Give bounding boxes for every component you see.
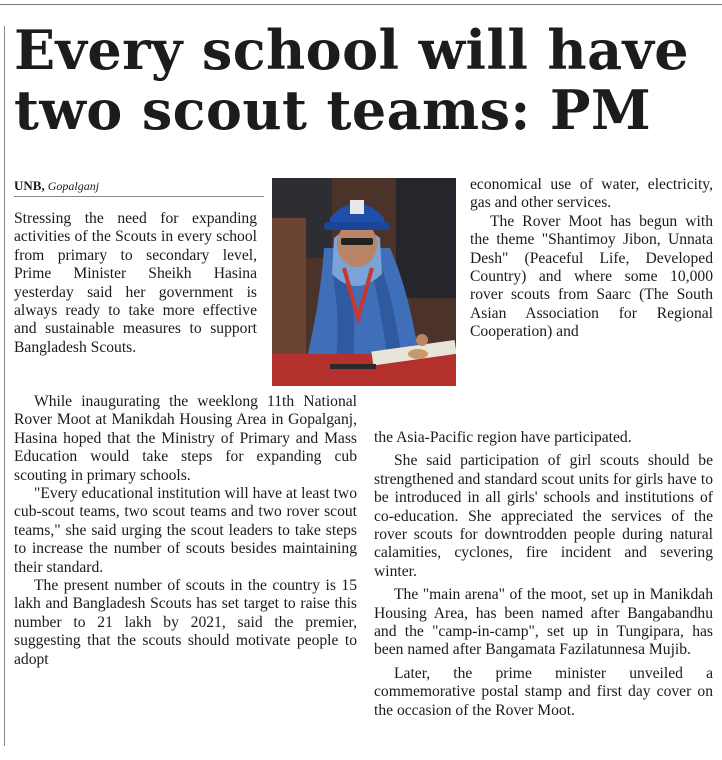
headline-line-2: two scout teams: PM bbox=[14, 78, 652, 142]
headline bbox=[14, 20, 714, 140]
top-rule bbox=[0, 4, 722, 5]
article-column-left-top bbox=[14, 210, 257, 357]
paragraph: The present number of scouts in the country is 15 lakh and Bangladesh Scouts has set target to raise this number to 21 lakh by 2021, said the premier, suggesting that the scouts should motivate people to adopt bbox=[14, 577, 357, 668]
paragraph: She said participation of girl scouts should be strengthened and standard scout units for girls have to be introduced in all girls' schools and institutions of co-education. She appreciated the services of the rover scouts for downtrodden people during natural calamities, cyclones, fire incident and severing winter. bbox=[374, 452, 713, 580]
article-column-right-top bbox=[470, 176, 713, 342]
paragraph: "Every educational institution will have at least two cub-scout teams, two scout teams and two rover scout teams," she said urging the scout leaders to take steps to increase the number of scouts besides maintaining their standard. bbox=[14, 485, 357, 576]
left-column-rule bbox=[4, 26, 5, 746]
paragraph: While inaugurating the weeklong 11th National Rover Moot at Manikdah Housing Area in Gopalganj, Hasina hoped that the Ministry of Primary and Mass Education would take steps for expanding cub scouting in primary schools. bbox=[14, 393, 357, 484]
paragraph: Later, the prime minister unveiled a commemorative postal stamp and first day cover on the occasion of the Rover Moot. bbox=[374, 664, 713, 719]
paragraph: The Rover Moot has begun with the theme "Shantimoy Jibon, Unnata Desh" (Peaceful Life, Developed Country) and where some 10,000 rover scouts from Saarc (The South Asian Association for Regional Cooperation) and bbox=[470, 212, 713, 341]
byline-agency: UNB, bbox=[14, 178, 45, 193]
byline-place: Gopalganj bbox=[47, 179, 100, 193]
news-photo bbox=[272, 178, 456, 386]
article-column-right bbox=[374, 429, 713, 725]
paragraph: the Asia-Pacific region have participated. bbox=[374, 429, 632, 446]
paragraph-lead: Stressing the need for expanding activities of the Scouts in every school from primary to secondary level, Prime Minister Sheikh Hasina yesterday said her government is always ready to take more effective and sustainable measures to support Bangladesh Scouts. bbox=[14, 210, 257, 356]
paragraph: economical use of water, electricity, gas and other services. bbox=[470, 176, 713, 212]
photo-illustration bbox=[272, 178, 456, 386]
paragraph: The "main arena" of the moot, set up in Manikdah Housing Area, has been named after Bangabandhu and the "camp-in-camp", set up in Tungipara, has been named after Bangamata Fazilatunnesa Mujib. bbox=[374, 586, 713, 659]
headline-line-1: Every school will have bbox=[14, 18, 690, 82]
byline bbox=[14, 176, 264, 197]
article-column-left bbox=[14, 393, 357, 669]
